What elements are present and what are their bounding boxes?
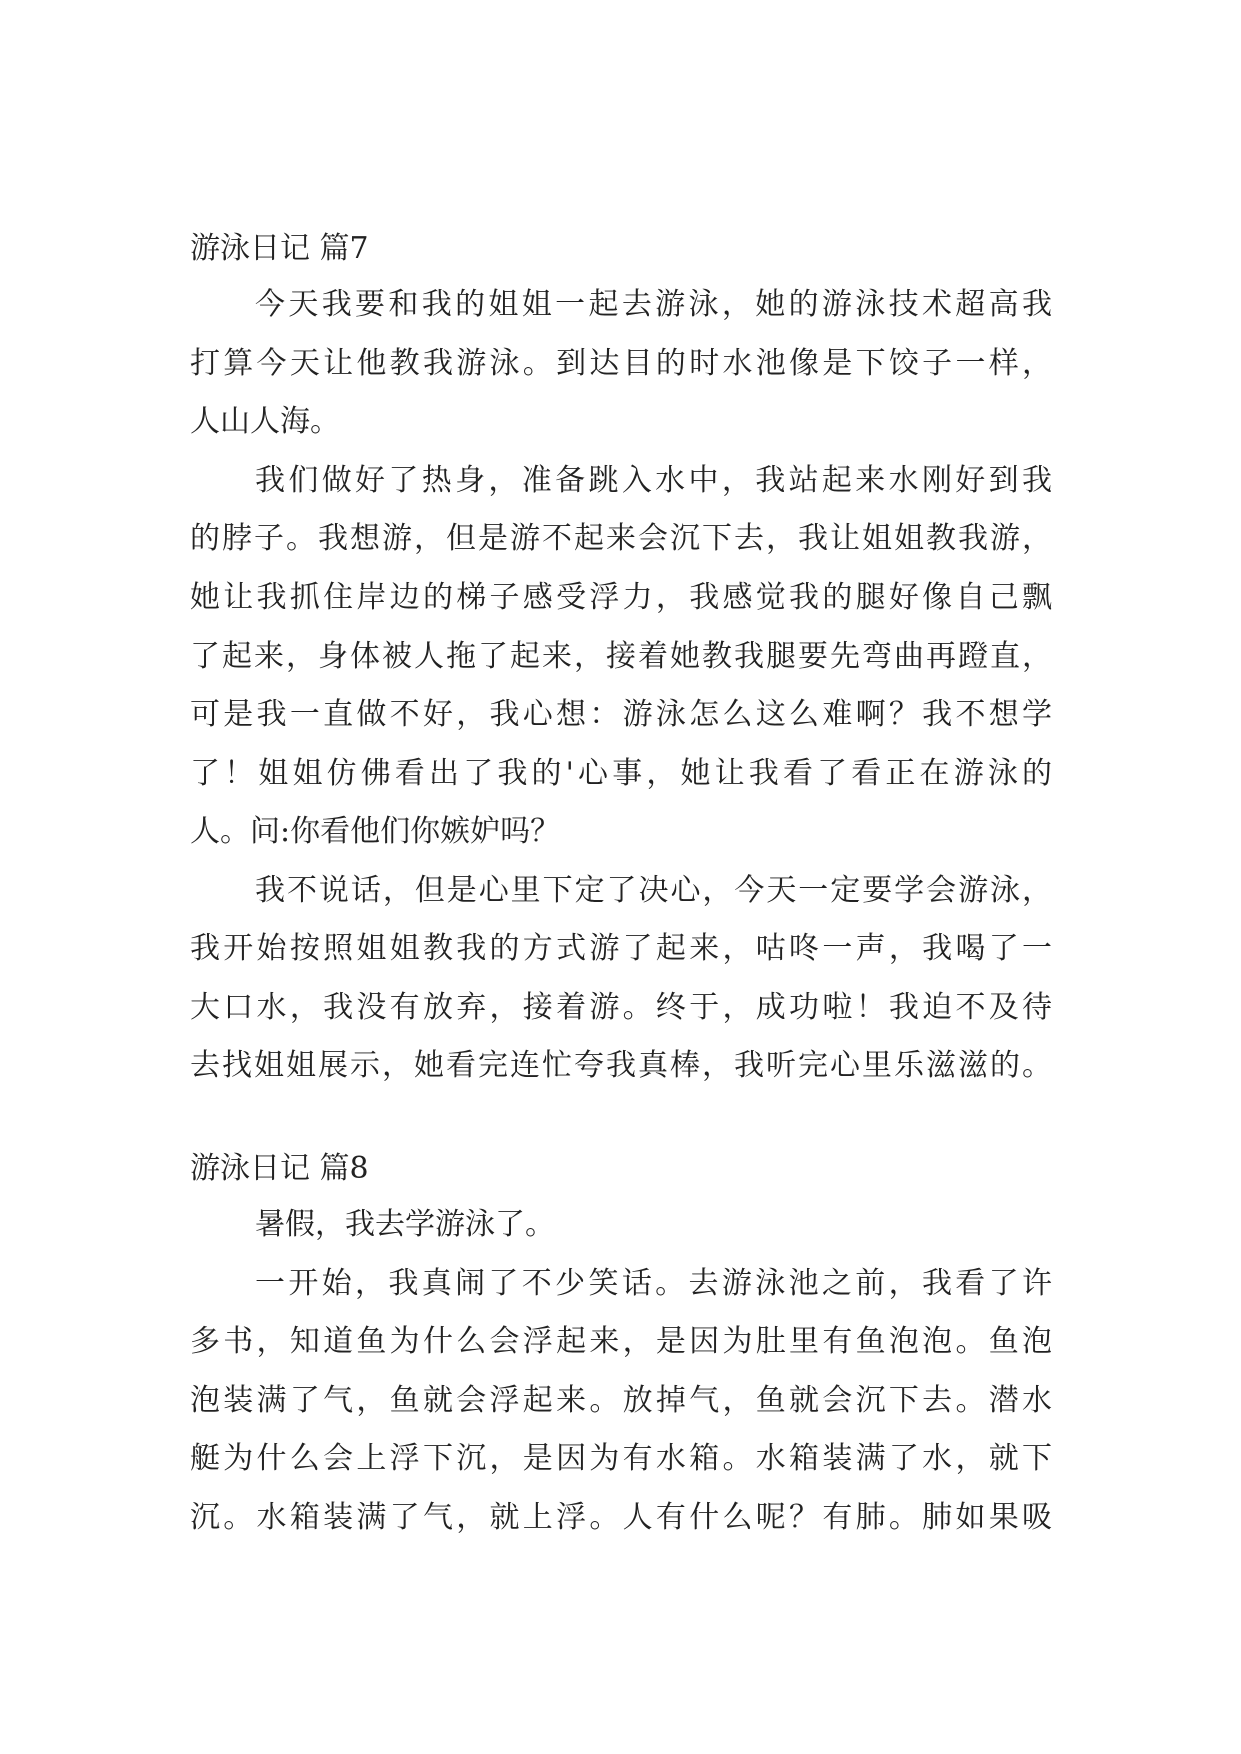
text-line: 我不说话，但是心里下定了决心，今天一定要学会游泳， [255,873,1052,908]
text-line: 沉。水箱装满了气，就上浮。人有什么呢？有肺。肺如果吸 [190,1500,1052,1535]
text-line: 人山人海。 [190,404,340,439]
text-line: 的脖子。我想游，但是游不起来会沉下去，我让姐姐教我游， [190,521,1052,556]
text-line: 去找姐姐展示，她看完连忙夸我真棒，我听完心里乐滋滋的。 [190,1048,1052,1083]
text-line: 泡装满了气，鱼就会浮起来。放掉气，鱼就会沉下去。潜水 [190,1383,1052,1418]
text-line: 人。问:你看他们你嫉妒吗？ [190,814,561,849]
text-line: 我们做好了热身，准备跳入水中，我站起来水刚好到我 [255,463,1052,498]
text-line: 大口水，我没有放弃，接着游。终于，成功啦！我迫不及待 [190,990,1052,1025]
text-line: 暑假，我去学游泳了。 [255,1207,555,1242]
text-line: 今天我要和我的姐姐一起去游泳，她的游泳技术超高我 [255,287,1052,322]
text-line: 她让我抓住岸边的梯子感受浮力，我感觉我的腿好像自己飘 [190,580,1052,615]
text-line: 我开始按照姐姐教我的方式游了起来，咕咚一声，我喝了一 [190,931,1052,966]
text-line: 打算今天让他教我游泳。到达目的时水池像是下饺子一样， [190,346,1052,381]
text-line: 了起来，身体被人拖了起来，接着她教我腿要先弯曲再蹬直， [190,639,1052,674]
text-line: 一开始，我真闹了不少笑话。去游泳池之前，我看了许 [255,1266,1052,1301]
text-line: 了！姐姐仿佛看出了我的'心事，她让我看了看正在游泳的 [190,756,1052,791]
section-heading: 游泳日记 篇8 [190,1151,369,1186]
text-line: 多书，知道鱼为什么会浮起来，是因为肚里有鱼泡泡。鱼泡 [190,1324,1052,1359]
text-line: 艇为什么会上浮下沉，是因为有水箱。水箱装满了水，就下 [190,1441,1052,1476]
text-line: 可是我一直做不好，我心想：游泳怎么这么难啊？我不想学 [190,697,1052,732]
section-heading: 游泳日记 篇7 [190,231,369,266]
